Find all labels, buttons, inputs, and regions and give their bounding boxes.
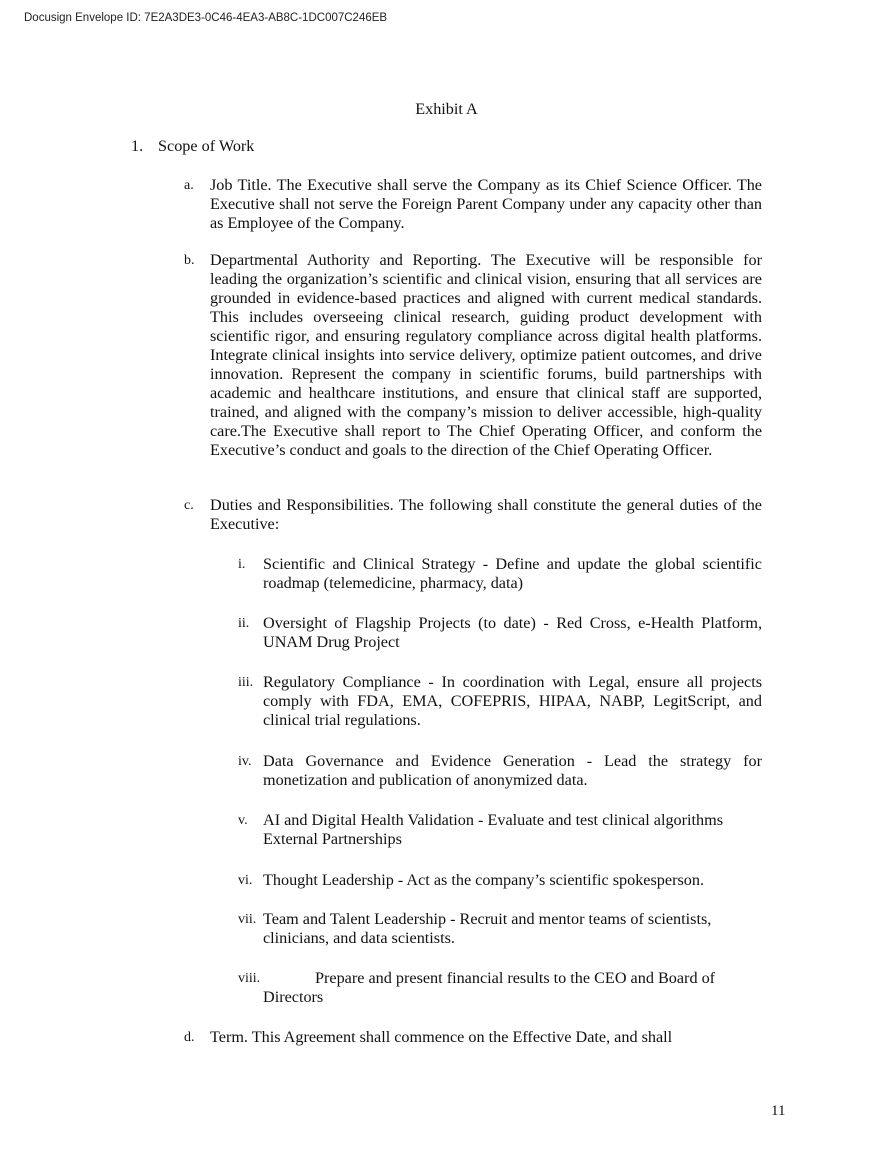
docusign-envelope-id: Docusign Envelope ID: 7E2A3DE3-0C46-4EA3-AB8C-1DC007C246EB — [24, 12, 388, 24]
page-number: 11 — [771, 1103, 786, 1119]
duty-text: Scientific and Clinical Strategy - Define and update the global scientific roadmap (telemedicine, pharmacy, data) — [263, 555, 762, 592]
duty-item — [238, 555, 762, 593]
duty-item — [238, 811, 762, 849]
duty-text: Thought Leadership - Act as the company’s scientific spokesperson. — [263, 871, 704, 889]
duty-item — [238, 969, 762, 1007]
item-marker: c. — [184, 498, 194, 513]
item-marker: b. — [184, 253, 195, 268]
duty-text: Prepare and present financial results to the CEO and Board of Directors — [263, 969, 716, 1006]
duty-text: Regulatory Compliance - In coordination with Legal, ensure all projects comply with FDA, EMA, COFEPRIS, HIPAA, NABP, LegitScript, and clinical trial regulations. — [263, 673, 762, 729]
item-job-title — [184, 176, 762, 233]
item-duties-responsibilities — [184, 496, 762, 534]
duty-marker: i. — [238, 557, 246, 572]
section-number: 1. — [131, 137, 144, 155]
duty-marker: vii. — [238, 912, 257, 927]
duty-item — [238, 614, 762, 652]
exhibit-title: Exhibit A — [415, 100, 478, 118]
duty-marker: ii. — [238, 616, 250, 631]
duty-item — [238, 673, 762, 730]
duty-marker: vi. — [238, 873, 253, 888]
duty-item — [238, 910, 762, 948]
item-text: Term. This Agreement shall commence on the Effective Date, and shall — [210, 1028, 673, 1046]
duty-text: Data Governance and Evidence Generation - Lead the strategy for monetization and publication of anonymized data. — [263, 752, 762, 789]
item-departmental-authority — [184, 251, 762, 460]
duty-text: Team and Talent Leadership - Recruit and mentor teams of scientists, clinicians, and data scientists. — [263, 910, 712, 947]
item-marker: d. — [184, 1030, 195, 1045]
item-marker: a. — [184, 178, 194, 193]
duty-item — [238, 871, 762, 890]
item-text: Departmental Authority and Reporting. The Executive will be responsible for leading the organization’s scientific and clinical vision, ensuring that all services are grounded in evidence-based practices and aligned with current medical standards. This includes overseeing clinical research, guiding product development with scientific rigor, and ensuring regulatory compliance across digital health platforms. Integrate clinical insights into service delivery, optimize patient outcomes, and drive innovation. Represent the company in scientific forums, build partnerships with academic and healthcare institutions, and ensure that clinical staff are supported, trained, and aligned with the company’s mission to deliver accessible, high-quality care.The Executive shall report to The Chief Operating Officer, and conform the Executive’s conduct and goals to the direction of the Chief Operating Officer. — [210, 251, 762, 459]
item-term — [184, 1028, 762, 1047]
duty-item — [238, 752, 762, 790]
item-text: Duties and Responsibilities. The following shall constitute the general duties of the Executive: — [210, 496, 762, 533]
duty-text: AI and Digital Health Validation - Evaluate and test clinical algorithms External Partnerships — [263, 811, 724, 848]
item-text: Job Title. The Executive shall serve the Company as its Chief Science Officer. The Executive shall not serve the Foreign Parent Company under any capacity other than as Employee of the Company. — [210, 176, 762, 232]
duty-text: Oversight of Flagship Projects (to date) - Red Cross, e-Health Platform, UNAM Drug Project — [263, 614, 762, 651]
duty-marker: viii. — [238, 971, 261, 986]
duty-marker: iv. — [238, 754, 252, 769]
section-label: Scope of Work — [158, 137, 255, 155]
duty-marker: iii. — [238, 675, 254, 690]
duty-marker: v. — [238, 813, 248, 828]
